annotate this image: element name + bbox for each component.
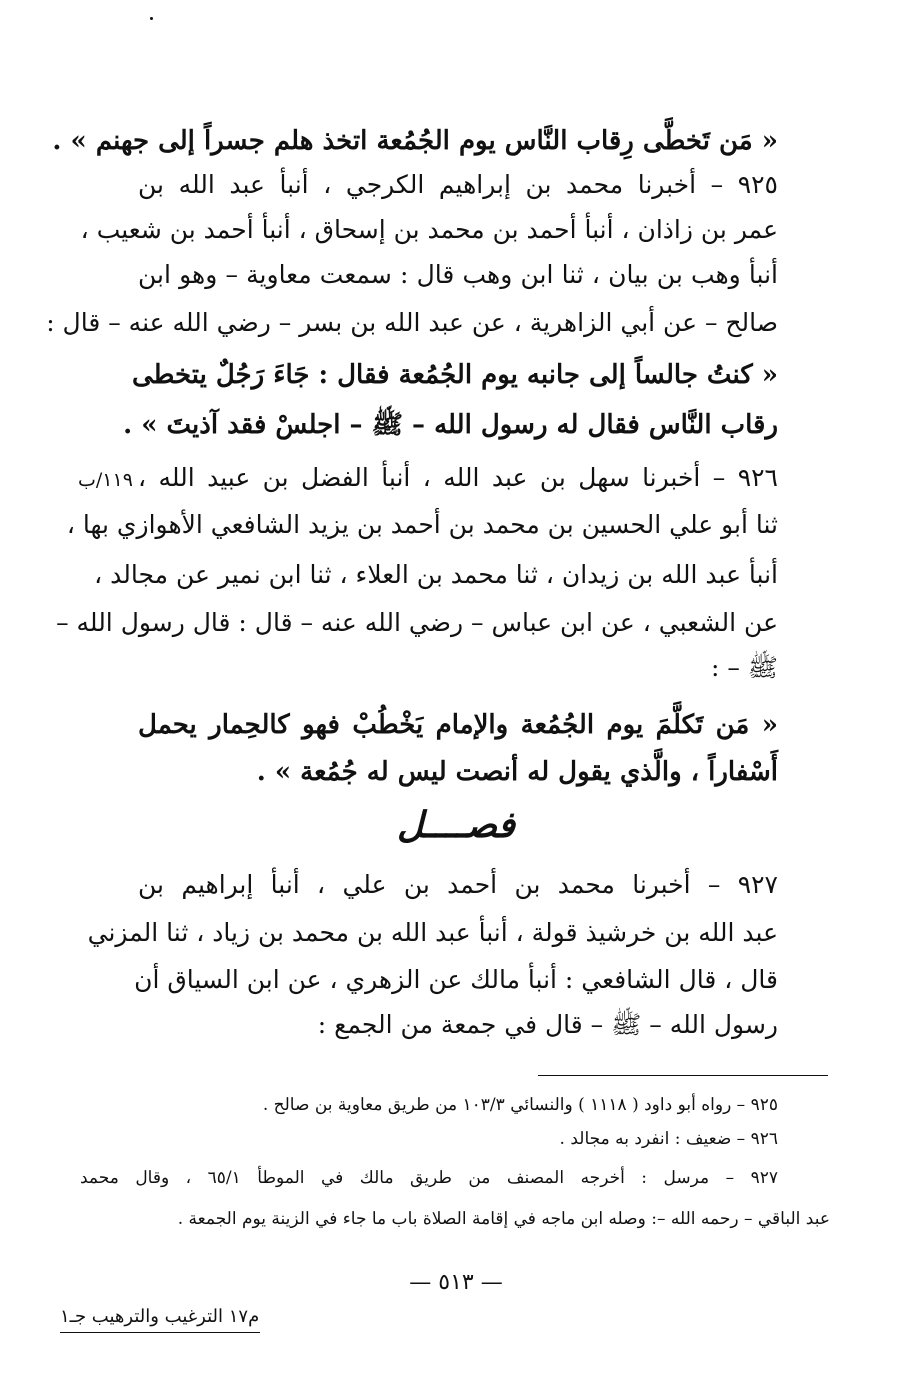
- footnote-927: ٩٢٧ – مرسل : أخرجه المصنف من طريق مالك في الموطأ ٦٥/١ ، وقال محمد: [80, 1168, 778, 1188]
- signature-underline: [60, 1332, 260, 1333]
- body-line-13: « مَن تَكلَّمَ يوم الجُمُعة والإمام يَخْطُبْ فهو كالحِمار يحمل: [138, 710, 778, 740]
- body-line-11: عن الشعبي ، عن ابن عباس – رضي الله عنه – قال : قال رسول الله –: [56, 608, 778, 637]
- body-line-15: ٩٢٧ – أخبرنا محمد بن أحمد بن علي ، أنبأ إبراهيم بن: [138, 870, 778, 899]
- body-line-2: ٩٢٥ – أخبرنا محمد بن إبراهيم الكرجي ، أنبأ عبد الله بن: [138, 170, 778, 199]
- body-line-16: عبد الله بن خرشيذ قولة ، أنبأ عبد الله بن محمد بن زياد ، ثنا المزني: [87, 918, 778, 947]
- body-line-12: ﷺ – :: [710, 653, 778, 682]
- body-line-5: صالح – عن أبي الزاهرية ، عن عبد الله بن بسر – رضي الله عنه – قال :: [46, 308, 778, 337]
- footnote-925: ٩٢٥ – رواه أبو داود ( ١١١٨ ) والنسائي ١٠٣/٣ من طريق معاوية بن صالح .: [262, 1095, 778, 1115]
- body-line-18: رسول الله – ﷺ – قال في جمعة من الجمع :: [317, 1010, 778, 1039]
- body-line-14: أَسْفاراً ، والَّذي يقول له أنصت ليس له جُمُعة » .: [256, 757, 778, 787]
- margin-note: ١١٩/ب: [78, 469, 133, 491]
- scan-speck: [150, 17, 153, 20]
- body-line-17: قال ، قال الشافعي : أنبأ مالك عن الزهري ، عن ابن السياق أن: [134, 965, 778, 994]
- body-line-8: ٩٢٦ – أخبرنا سهل بن عبد الله ، أنبأ الفضل بن عبيد الله ،: [138, 463, 778, 492]
- body-line-9: ثنا أبو علي الحسين بن محمد بن أحمد بن يزيد الشافعي الأهوازي بها ،: [66, 510, 778, 539]
- body-line-6: « كنتُ جالساً إلى جانبه يوم الجُمُعة فقال : جَاءَ رَجُلٌ يتخطى: [131, 360, 778, 390]
- body-line-3: عمر بن زاذان ، أنبأ أحمد بن محمد بن إسحاق ، أنبأ أحمد بن شعيب ،: [80, 215, 778, 244]
- body-line-1: « مَن تَخطَّى رِقاب النَّاس يوم الجُمُعة اتخذ هلم جسراً إلى جهنم » .: [52, 126, 778, 156]
- body-line-7: رقاب النَّاس فقال له رسول الله – ﷺ – اجلسْ فقد آذيتَ » .: [123, 410, 778, 440]
- footnote-927-continued: عبد الباقي – رحمه الله –: وصله ابن ماجه في إقامة الصلاة باب ما جاء في الزينة يوم الجمعة .: [177, 1209, 830, 1229]
- book-signature: م١٧ الترغيب والترهيب جـ١: [60, 1306, 260, 1327]
- page-number: — ٥١٣ —: [409, 1270, 503, 1295]
- body-line-10: أنبأ عبد الله بن زيدان ، ثنا محمد بن العلاء ، ثنا ابن نمير عن مجالد ،: [94, 560, 778, 589]
- section-heading: فصــــل: [397, 804, 515, 846]
- body-line-4: أنبأ وهب بن بيان ، ثنا ابن وهب قال : سمعت معاوية – وهو ابن: [138, 260, 778, 289]
- footnote-separator: [538, 1075, 828, 1076]
- footnote-926: ٩٢٦ – ضعيف : انفرد به مجالد .: [559, 1129, 778, 1149]
